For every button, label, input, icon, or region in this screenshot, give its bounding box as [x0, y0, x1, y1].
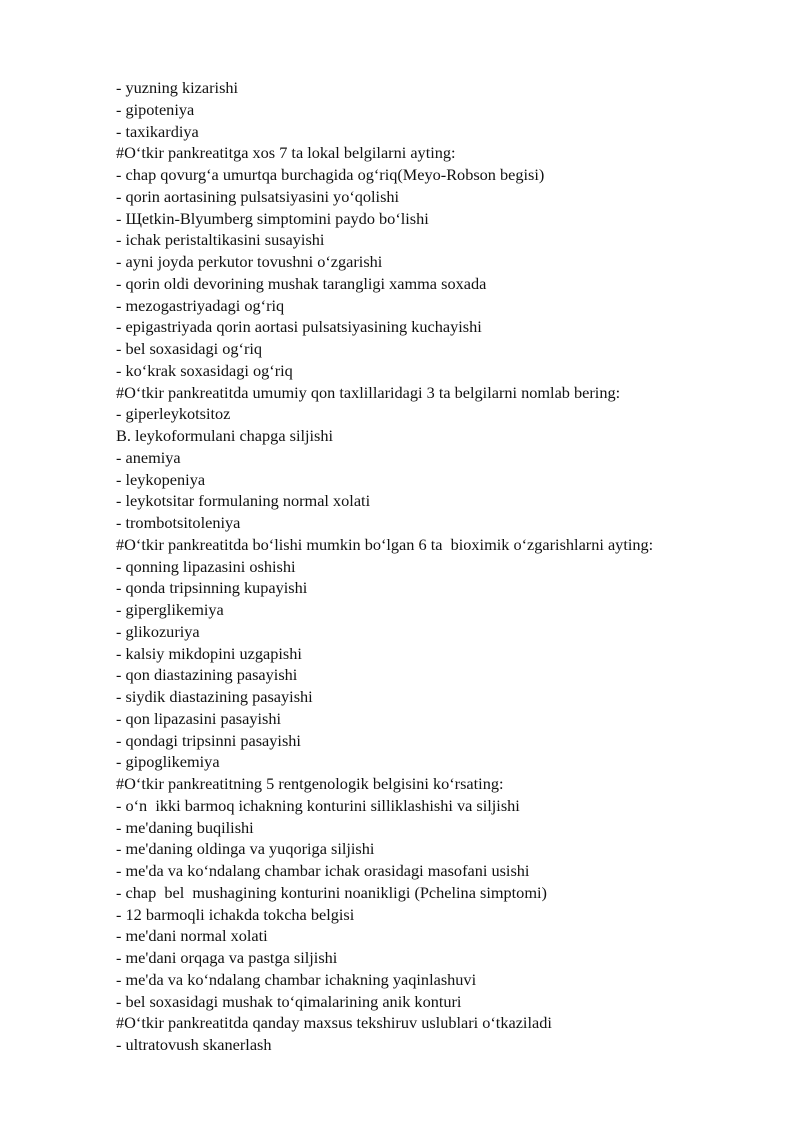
answer-option: - qorin aortasining pulsatsiyasini yo‘qolishi [116, 186, 400, 206]
question-heading: #O‘tkir pankreatitga xos 7 ta lokal belgilarni ayting: [116, 143, 456, 163]
answer-option: - 12 barmoqli ichakda tokcha belgisi [116, 904, 355, 924]
answer-option: - qon lipazasini pasayishi [116, 708, 282, 728]
answer-option: - Щetkin-Blyumberg simptomini paydo bo‘lishi [116, 208, 429, 228]
answer-option: - bel soxasidagi og‘riq [116, 339, 263, 358]
answer-option: - qorin oldi devorining mushak tarangligi xamma soxada [116, 273, 487, 293]
answer-option: - ultratovush skanerlash [116, 1035, 272, 1054]
answer-option: - ayni joyda perkutor tovushni o‘zgarishi [116, 252, 383, 271]
answer-option: - gipoteniya [116, 99, 195, 119]
answer-option: - qonda tripsinning kupayishi [116, 578, 308, 598]
answer-option: - mezogastriyadagi og‘riq [116, 295, 285, 315]
answer-option: B. leykoformulani chapga siljishi [116, 426, 334, 445]
answer-option: - anemiya [116, 447, 181, 467]
question-heading: #O‘tkir pankreatitning 5 rentgenologik belgisini ko‘rsating: [116, 774, 504, 793]
answer-option: - yuzning kizarishi [116, 78, 239, 97]
answer-option: - qonning lipazasini oshishi [116, 556, 296, 576]
answer-option: - siydik diastazining pasayishi [116, 687, 313, 706]
answer-option: - giperleykotsitoz [116, 404, 231, 424]
answer-option: - me'daning oldinga va yuqoriga siljishi [116, 839, 375, 859]
answer-option: - leykotsitar formulaning normal xolati [116, 491, 371, 511]
answer-option: - trombotsitoleniya [116, 513, 241, 532]
answer-option: - ichak peristaltikasini susayishi [116, 230, 325, 250]
answer-option: - qondagi tripsinni pasayishi [116, 730, 301, 750]
question-heading: #O‘tkir pankreatitda bo‘lishi mumkin bo‘lgan 6 ta bioximik o‘zgarishlarni ayting: [116, 534, 654, 554]
answer-option: - me'daning buqilishi [116, 817, 254, 837]
document-text [116, 77, 776, 1056]
answer-option: - o‘n ikki barmoq ichakning konturini silliklashishi va siljishi [116, 795, 520, 815]
answer-option: - gipoglikemiya [116, 752, 220, 772]
answer-option: - chap bel mushagining konturini noanikligi (Pchelina simptomi) [116, 882, 547, 902]
answer-option: - leykopeniya [116, 469, 206, 489]
answer-option: - epigastriyada qorin aortasi pulsatsiyasining kuchayishi [116, 317, 482, 337]
answer-option: - me'dani normal xolati [116, 926, 268, 946]
answer-option: - bel soxasidagi mushak to‘qimalarining anik konturi [116, 991, 462, 1011]
answer-option: - kalsiy mikdopini uzgapishi [116, 643, 302, 663]
answer-option: - me'da va ko‘ndalang chambar ichak orasidagi masofani usishi [116, 861, 530, 880]
answer-option: - me'dani orqaga va pastga siljishi [116, 948, 338, 967]
question-heading: #O‘tkir pankreatitda qanday maxsus tekshiruv uslublari o‘tkaziladi [116, 1013, 552, 1033]
answer-option: - chap qovurg‘a umurtqa burchagida og‘riq(Meyo-Robson begisi) [116, 165, 545, 184]
answer-option: - ko‘krak soxasidagi og‘riq [116, 360, 293, 380]
answer-option: - giperglikemiya [116, 600, 224, 619]
answer-option: - taxikardiya [116, 121, 199, 141]
answer-option: - me'da va ko‘ndalang chambar ichakning yaqinlashuvi [116, 969, 477, 989]
answer-option: - glikozuriya [116, 621, 200, 641]
question-heading: #O‘tkir pankreatitda umumiy qon taxlillaridagi 3 ta belgilarni nomlab bering: [116, 382, 621, 402]
answer-option: - qon diastazining pasayishi [116, 665, 298, 685]
